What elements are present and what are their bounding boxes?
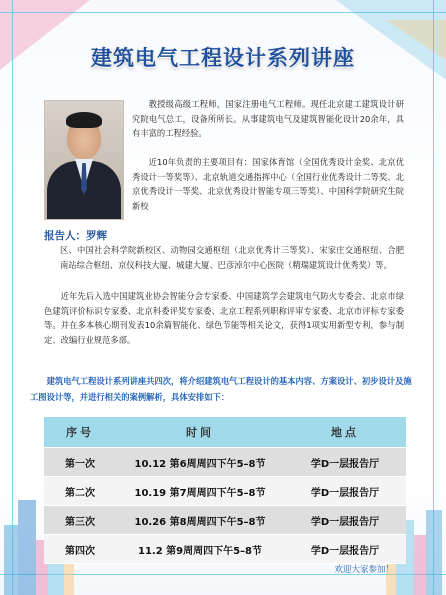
- table-row: [44, 448, 406, 477]
- welcome-footer: 欢迎大家参加！: [334, 565, 394, 575]
- schedule-intro: 建筑电气工程设计系列讲座共四次，将介绍建筑电气工程设计的基本内容、方案设计、初步设计及施工图设计等，并进行相关的案例解析，具体安排如下：: [30, 376, 412, 402]
- row-index: 第四次: [44, 535, 116, 564]
- schedule-table: [44, 417, 406, 564]
- schedule-header-row: [44, 417, 406, 448]
- header-index: 序号: [44, 417, 116, 448]
- header-location: 地点: [284, 417, 406, 448]
- bio-paragraph-2: 近10年负责的主要项目有：国家体育馆（全国优秀设计金奖、北京优秀设计一等奖等）、北京轨道交通指挥中心（全国行业优秀设计二等奖、北京优秀设计一等奖、北京优秀设计智能专项三等奖）、中国科学院研究生院新校: [132, 157, 404, 212]
- bio-paragraph-3: 近年先后入选中国建筑业协会智能分会专家委、中国建筑学会建筑电气防火专委会、北京市绿色建筑评价标识专家委、北京科委评奖专家委、北京工程系列职称评审专家委、北京市评标专家委等。并在多本核心期刊发表10余篇智能化、绿色节能等相关论文，获得1项实用新型专利，参与制定、改编行业规范多部。: [44, 291, 404, 346]
- speaker-name: 报告人：罗辉: [44, 230, 107, 242]
- guide-line-top: [0, 12, 446, 13]
- row-location: 学D一层报告厅: [284, 506, 406, 535]
- row-time: 10.12 第6周周四下午5–8节: [116, 448, 284, 477]
- table-row: [44, 506, 406, 535]
- row-index: 第三次: [44, 506, 116, 535]
- row-location: 学D一层报告厅: [284, 477, 406, 506]
- row-location: 学D一层报告厅: [284, 448, 406, 477]
- row-time: 10.26 第8周周四下午5–8节: [116, 506, 284, 535]
- photo-hair: [66, 112, 102, 128]
- row-location: 学D一层报告厅: [284, 535, 406, 564]
- row-index: 第一次: [44, 448, 116, 477]
- bio-paragraph-1: 教授级高级工程师，国家注册电气工程师。现任北京建工建筑设计研究院电气总工，设备所所长。从事建筑电气及建筑智能化设计20余年，具有丰富的工程经验。: [132, 99, 404, 139]
- row-time: 11.2 第9周周四下午5–8节: [116, 535, 284, 564]
- header-time: 时间: [116, 417, 284, 448]
- table-row: [44, 535, 406, 564]
- row-time: 10.19 第7周周四下午5–8节: [116, 477, 284, 506]
- table-row: [44, 477, 406, 506]
- bio-paragraph-2-continued: 区、中国社会科学院新校区、动物园交通枢纽（北京优秀计三等奖）、宋家庄交通枢纽、合肥南站综合枢纽、京仪科技大厦、城建大厦、巴彦淖尔中心医院（精瑞建筑设计优秀奖）等。: [60, 245, 404, 270]
- poster-title: 建筑电气工程设计系列讲座: [91, 46, 355, 70]
- speaker-photo: [44, 100, 124, 220]
- row-index: 第二次: [44, 477, 116, 506]
